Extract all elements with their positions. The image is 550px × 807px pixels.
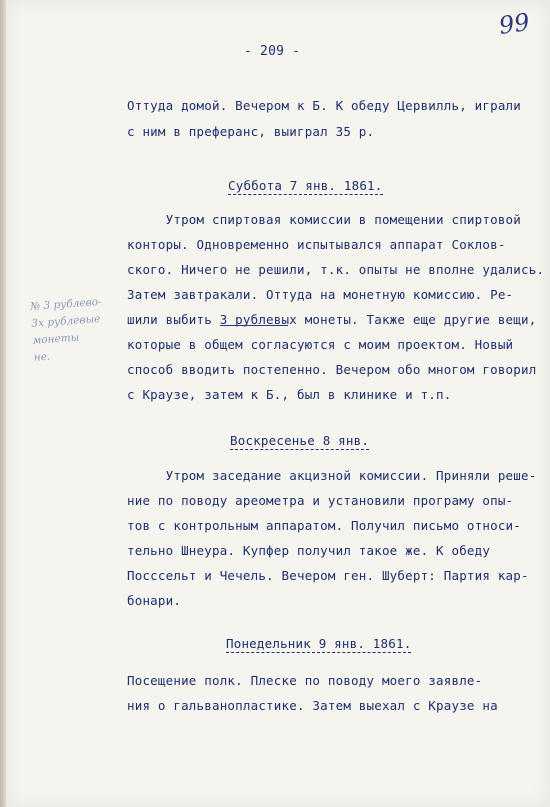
entry-heading-sunday: Воскресенье 8 янв. (230, 433, 370, 448)
text-line: Затем завтракали. Оттуда на монетную комиссию. Ре- (127, 287, 514, 302)
text-line: конторы. Одновременно испытывался аппарат Соклов- (127, 237, 506, 252)
margin-note-line: не. (33, 350, 51, 364)
pencil-underline (220, 325, 288, 326)
text-line: которые в общем согласуются с моим проектом. Новый (127, 337, 514, 352)
margin-note-line: № 3 рублево- (29, 295, 102, 313)
text-line: Утром заседание акцизной комиссии. Приняли реше- (127, 468, 537, 483)
text-line: шили выбить 3 рублевых монеты. Также еще другие вещи, (127, 312, 537, 327)
text-line: Посссельт и Чечель. Вечером ген. Шуберт: Партия кар- (127, 568, 529, 583)
text-line: тельно Шнеура. Купфер получил такое же. К обеду (127, 543, 491, 558)
text-line: Оттуда домой. Вечером к Б. К обеду Цервилль, играли (127, 98, 522, 113)
text-line: с ним в преферанс, выиграл 35 р. (127, 124, 375, 139)
entry-heading-monday: Понедельник 9 янв. 1861. (226, 636, 412, 651)
text-line: бонари. (127, 593, 182, 608)
text-line: тов с контрольным аппаратом. Получил письмо относи- (127, 518, 522, 533)
archive-page-number: 99 (497, 8, 532, 40)
margin-note-line: 3х рублевые монеты (31, 313, 101, 347)
text-line: с Краузе, затем к Б., был в клинике и т.п. (127, 387, 452, 402)
text-line: Утром спиртовая комиссии в помещении спиртовой (127, 212, 522, 227)
text-line: способ вводить постепенно. Вечером обо многом говорил (127, 362, 537, 377)
text-line: ния о гальванопластике. Затем выехал с Краузе на (127, 698, 498, 713)
page-number: - 209 - (244, 44, 301, 59)
entry-heading-saturday: Суббота 7 янв. 1861. (228, 178, 383, 193)
text-line: Посещение полк. Плеске по поводу моего заявле- (127, 673, 483, 688)
text-line: ние по поводу ареометра и установили програму опы- (127, 493, 514, 508)
text-line: ского. Ничего не решили, т.к. опыты не вполне удались. (127, 262, 545, 277)
